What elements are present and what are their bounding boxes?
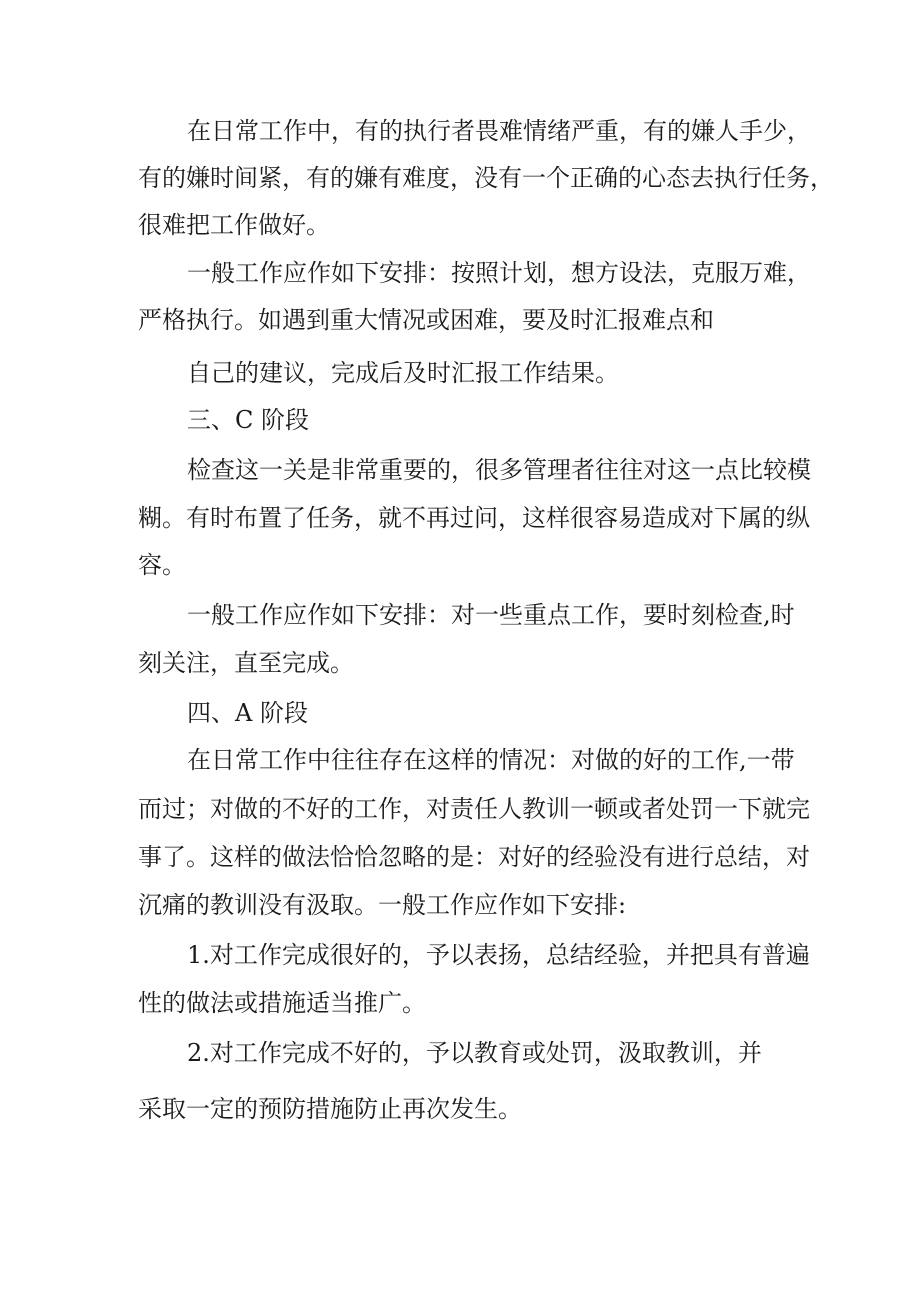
text-line: 检查这一关是非常重要的，很多管理者往往对这一点比较模: [187, 456, 811, 484]
text-line: 性的做法或措施适当推广。: [138, 989, 426, 1017]
text-line: 很难把工作做好。: [138, 211, 330, 239]
text-line: 严格执行。如遇到重大情况或困难，要及时汇报难点和: [138, 306, 714, 334]
text-line: 在日常工作中往往存在这样的情况：对做的好的工作,一带: [187, 746, 795, 774]
text-line: 在日常工作中，有的执行者畏难情绪严重，有的嫌人手少，: [187, 117, 811, 145]
text-line: 一般工作应作如下安排：按照计划，想方设法，克服万难，: [187, 259, 811, 287]
text-line: 自己的建议，完成后及时汇报工作结果。: [187, 359, 619, 387]
section-heading-a: 四、A 阶段: [187, 699, 308, 727]
text-line: 一般工作应作如下安排：对一些重点工作，要时刻检查,时: [187, 601, 795, 629]
text-line: 有的嫌时间紧，有的嫌有难度，没有一个正确的心态去执行任务，: [138, 164, 834, 192]
list-item-1: 1.对工作完成很好的，予以表扬，总结经验，并把具有普遍: [187, 941, 810, 969]
text-line: 沉痛的教训没有汲取。一般工作应作如下安排:: [138, 891, 627, 919]
text-line: 采取一定的预防措施防止再次发生。: [138, 1095, 522, 1123]
text-line: 而过；对做的不好的工作，对责任人教训一顿或者处罚一下就完: [138, 795, 810, 823]
text-line: 事了。这样的做法恰恰忽略的是：对好的经验没有进行总结，对: [138, 843, 810, 871]
text-line: 刻关注，直至完成。: [138, 649, 354, 677]
text-line: 糊。有时布置了任务，就不再过问，这样很容易造成对下属的纵: [138, 504, 810, 532]
text-line: 容。: [138, 551, 186, 579]
list-item-2: 2.对工作完成不好的，予以教育或处罚，汲取教训，并: [187, 1039, 762, 1067]
section-heading-c: 三、C 阶段: [187, 406, 309, 434]
